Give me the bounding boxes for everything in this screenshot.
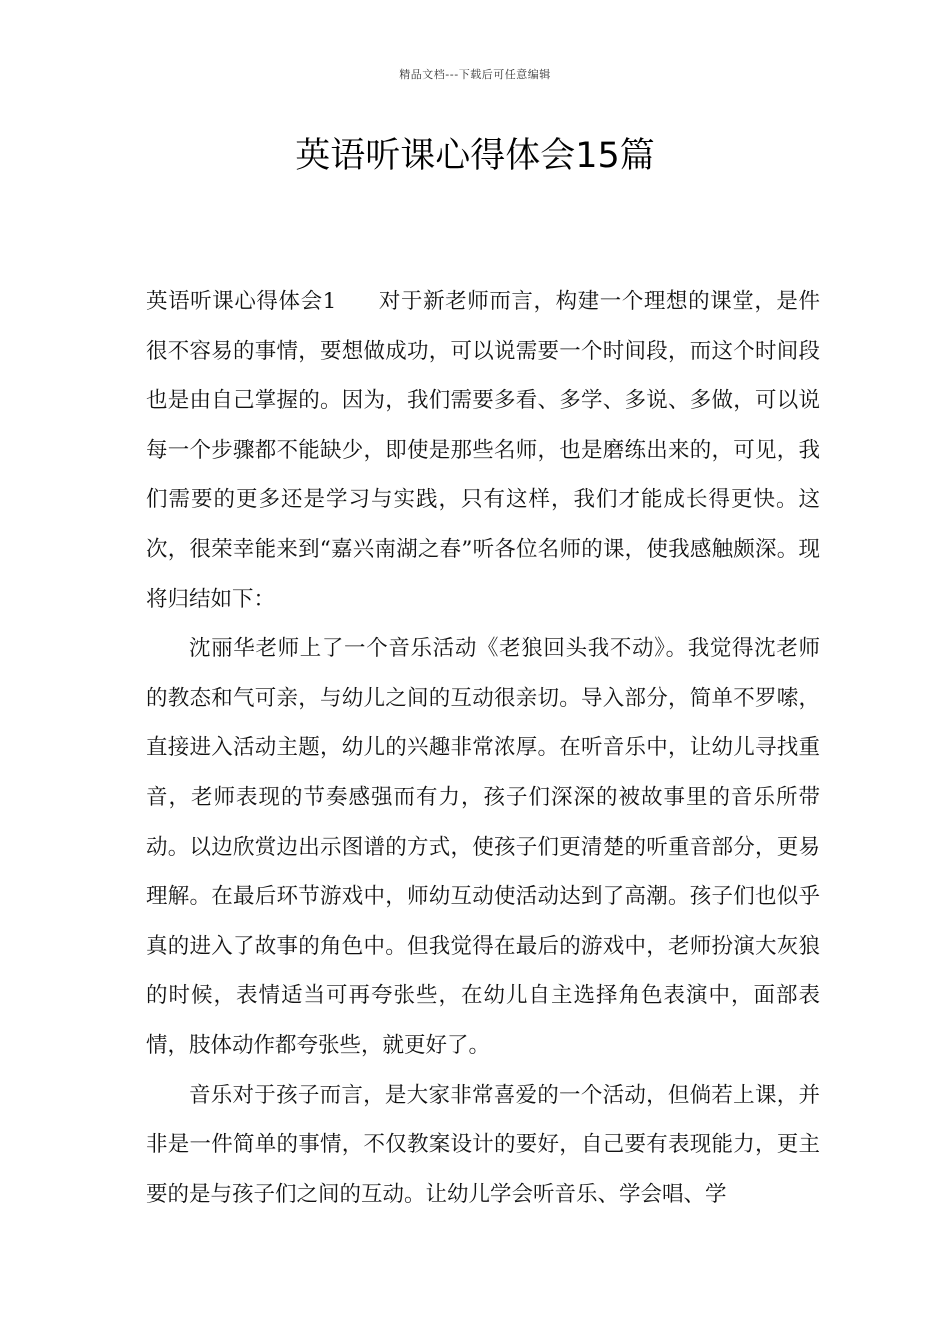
section-label: 英语听课心得体会1 [146, 289, 337, 314]
paragraph-1 [146, 277, 820, 624]
document-title: 英语听课心得体会15篇 [295, 136, 655, 176]
paragraph-3: 音乐对于孩子而言，是大家非常喜爱的一个活动，但倘若上课，并非是一件简单的事情，不仅教案设计的要好，自己要有表现能力，更主要的是与孩子们之间的互动。让幼儿学会听音乐、学会唱、学 [146, 1082, 820, 1207]
paragraph-2: 沈丽华老师上了一个音乐活动《老狼回头我不动》。我觉得沈老师的教态和气可亲，与幼儿之间的互动很亲切。导入部分，简单不罗嗦，直接进入活动主题，幼儿的兴趣非常浓厚。在听音乐中，让幼儿寻找重音，老师表现的节奏感强而有力，孩子们深深的被故事里的音乐所带动。以边欣赏边出示图谱的方式，使孩子们更清楚的听重音部分，更易理解。在最后环节游戏中，师幼互动使活动达到了高潮。孩子们也似乎真的进入了故事的角色中。但我觉得在最后的游戏中，老师扮演大灰狼的时候，表情适当可再夸张些，在幼儿自主选择角色表演中，面部表情，肢体动作都夸张些，就更好了。 [146, 636, 820, 1058]
header-note: 精品文档---下载后可任意编辑 [399, 68, 551, 81]
document-body [146, 277, 820, 1219]
paragraph-1-text: 对于新老师而言，构建一个理想的课堂，是件很不容易的事情，要想做成功，可以说需要一个时间段，而这个时间段也是由自己掌握的。因为，我们需要多看、多学、多说、多做，可以说每一个步骤都不能缺少，即使是那些名师，也是磨练出来的，可见，我们需要的更多还是学习与实践，只有这样，我们才能成长得更快。这次，很荣幸能来到“嘉兴南湖之春”听各位名师的课，使我感触颇深。现将归结如下： [146, 289, 820, 612]
